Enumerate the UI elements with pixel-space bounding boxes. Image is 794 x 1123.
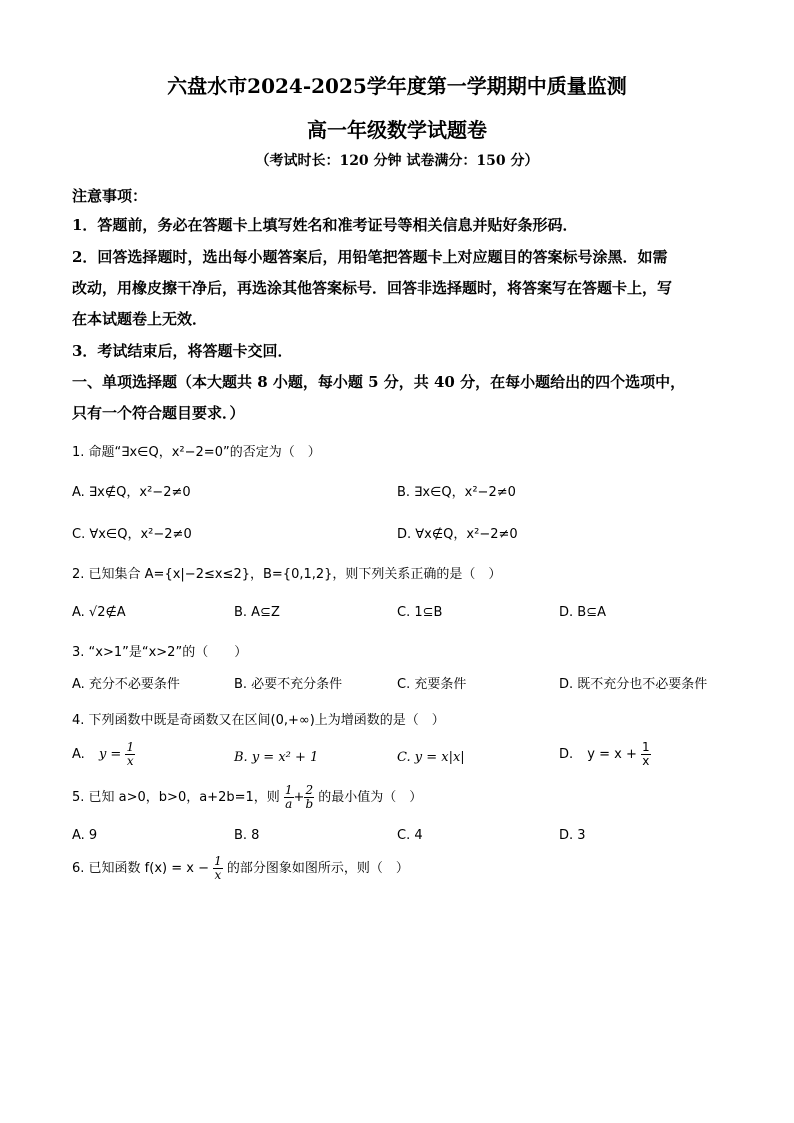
option-label: A.: [72, 747, 85, 762]
question-3-option-c: C. 充要条件: [397, 677, 467, 692]
note-2-line-3: 在本试题卷上无效．: [72, 310, 208, 328]
note-2-line-1: 2．回答选择题时，选出每小题答案后，用铅笔把答题卡上对应题目的答案标号涂黑．如需: [72, 248, 668, 266]
question-3-option-b: B. 必要不充分条件: [234, 677, 343, 692]
fraction-numerator: 1: [284, 783, 293, 797]
question-3-option-a: A. 充分不必要条件: [72, 677, 180, 692]
exam-title: 六盘水市2024-2025学年度第一学期期中质量监测: [167, 74, 627, 98]
question-5-option-a: A. 9: [72, 828, 98, 843]
question-4-option-c: C. y = x|x|: [397, 750, 465, 765]
question-4-option-a: [72, 741, 135, 768]
section-1-heading-line-2: 只有一个符合题目要求．）: [72, 404, 245, 422]
option-a-lhs: y =: [98, 747, 122, 762]
plus-sign: +: [293, 790, 305, 805]
fraction-denominator: x: [214, 868, 222, 882]
question-4-stem: 4. 下列函数中既是奇函数又在区间(0,+∞)上为增函数的是（ ）: [72, 713, 445, 728]
notes-heading: 注意事项：: [72, 187, 148, 205]
question-2-option-b: B. A⊆Z: [234, 605, 280, 620]
fraction-1-over-x: [213, 855, 223, 882]
fraction-denominator: a: [285, 797, 293, 811]
section-1-heading-line-1: 一、单项选择题（本大题共 8 小题，每小题 5 分，共 40 分，在每小题给出的四个选项中，: [72, 373, 686, 391]
question-1-option-a: A. ∃x∉Q，x²−2≠0: [72, 485, 191, 500]
question-2-option-a: A. √2∉A: [72, 605, 126, 620]
option-label: D.: [559, 747, 574, 762]
question-6-stem: [72, 855, 409, 882]
option-a-fraction: [125, 741, 135, 768]
stem-text: 5. 已知 a>0，b>0，a+2b=1，则: [72, 790, 280, 805]
question-4-option-d: [559, 741, 651, 768]
stem-text-end: 的最小值为（ ）: [318, 790, 423, 805]
question-1-option-d: D. ∀x∉Q，x²−2≠0: [397, 527, 518, 542]
question-5-option-d: D. 3: [559, 828, 586, 843]
question-2-stem: 2. 已知集合 A={x|−2≤x≤2}，B={0,1,2}，则下列关系正确的是（ ）: [72, 567, 502, 582]
stem-text-end: 的部分图象如图所示，则（ ）: [226, 861, 409, 876]
option-d-lhs: y = x +: [587, 747, 637, 762]
question-1-stem: 1. 命题“∃x∈Q，x²−2=0”的否定为（ ）: [72, 445, 321, 460]
fraction-numerator: 2: [305, 783, 314, 797]
option-d-fraction: [641, 741, 651, 768]
fraction-numerator: 1: [214, 854, 222, 868]
fraction-numerator: 1: [642, 740, 650, 754]
question-3-option-d: D. 既不充分也不必要条件: [559, 677, 708, 692]
fraction-denominator: x: [126, 754, 134, 768]
question-1-option-b: B. ∃x∈Q，x²−2≠0: [397, 485, 516, 500]
question-5-option-c: C. 4: [397, 828, 423, 843]
question-3-stem: 3. “x>1”是“x>2”的（ ）: [72, 645, 248, 660]
question-5-stem: [72, 784, 422, 811]
question-2-option-d: D. B⊆A: [559, 605, 606, 620]
question-1-option-c: C. ∀x∈Q，x²−2≠0: [72, 527, 192, 542]
fraction-2-over-b: [304, 784, 314, 811]
fraction-numerator: 1: [126, 740, 135, 754]
fraction-denominator: x: [642, 754, 650, 768]
question-5-option-b: B. 8: [234, 828, 260, 843]
note-1: 1．答题前，务必在答题卡上填写姓名和准考证号等相关信息并贴好条形码．: [72, 216, 578, 234]
stem-text: 6. 已知函数 f(x) = x −: [72, 861, 209, 876]
exam-subtitle: 高一年级数学试题卷: [307, 118, 487, 142]
question-4-option-b: B. y = x² + 1: [234, 750, 319, 765]
fraction-denominator: b: [305, 797, 314, 811]
exam-info: （考试时长：120 分钟 试卷满分：150 分）: [255, 153, 539, 169]
fraction-1-over-a: [284, 784, 294, 811]
question-2-option-c: C. 1⊆B: [397, 605, 443, 620]
note-3: 3．考试结束后，将答题卡交回．: [72, 342, 293, 360]
note-2-line-2: 改动，用橡皮擦干净后，再选涂其他答案标号．回答非选择题时，将答案写在答题卡上，写: [72, 279, 673, 297]
